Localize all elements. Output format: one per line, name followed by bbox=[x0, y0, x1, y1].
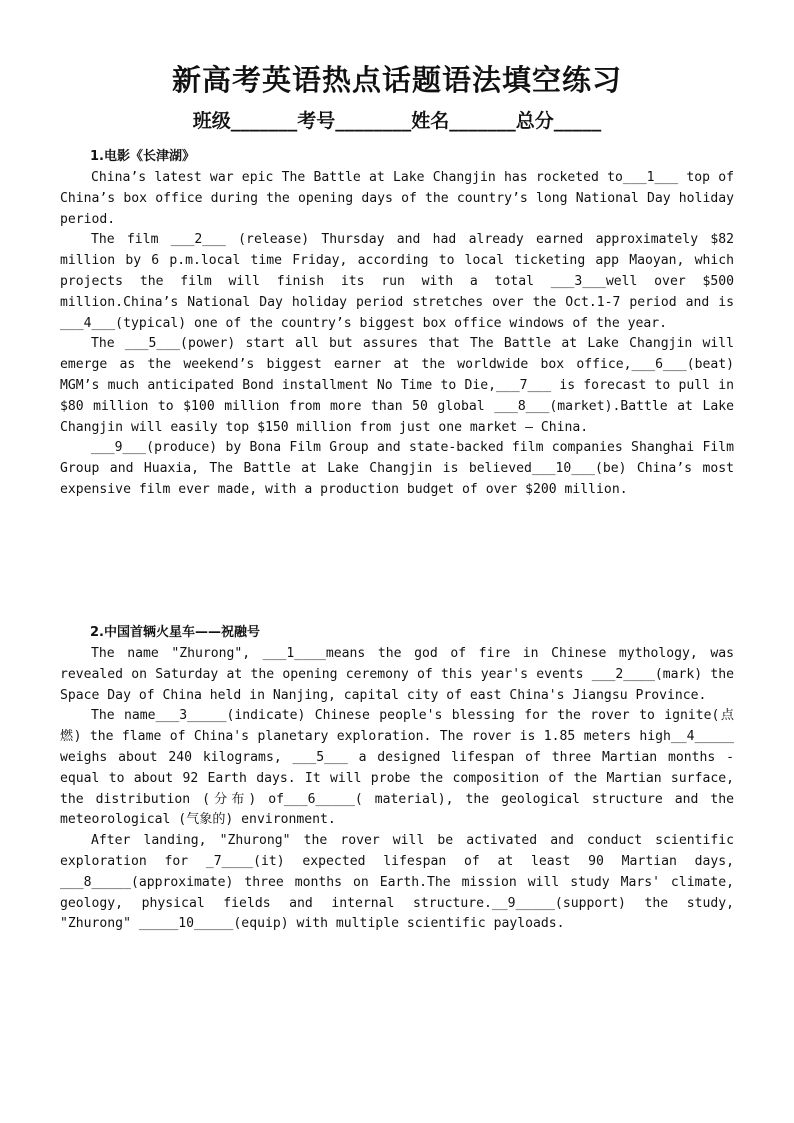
section-2 bbox=[60, 624, 734, 935]
paragraph: ___9___(produce) by Bona Film Group and state-backed film companies Shanghai Film Group and Huaxia, The Battle at Lake Changjin is believed___10___(be) China’s most expensive film ever made, with a production budget of over $200 million. bbox=[60, 440, 734, 497]
section-heading: 2.中国首辆火星车——祝融号 bbox=[90, 625, 260, 640]
page-title: 新高考英语热点话题语法填空练习 bbox=[171, 63, 622, 97]
paragraph: The name___3_____(indicate) Chinese people's blessing for the rover to ignite(点燃) the flame of China's planetary exploration. The rover is 1.85 meters high__4_____ weighs about 240 kilograms, ___5___ a designed lifespan of three Martian months - equal to about 92 Earth days. It will probe the composition of the Martian surface, the distribution (分布) of___6_____( material), the geological structure and the meteorological (气象的) environment. bbox=[60, 708, 734, 828]
paragraph: The name "Zhurong", ___1____means the god of fire in Chinese mythology, was revealed on Saturday at the opening ceremony of this year's events ___2____(mark) the Space Day of China held in Nanjing, capital city of east China's Jiangsu Province. bbox=[60, 646, 734, 703]
paragraph: The ___5___(power) start all but assures that The Battle at Lake Changjin will emerge as the weekend’s biggest earner at the worldwide box office,___6___(beat) MGM’s much anticipated Bond installment No Time to Die,___7___ is forecast to pull in $80 million to $100 million from more than 50 global ___8___(market).Battle at Lake Changjin will easily top $150 million from just one market — China. bbox=[60, 336, 734, 435]
worksheet-page bbox=[60, 58, 734, 932]
paragraph: The film ___2___ (release) Thursday and had already earned approximately $82 million by 6 p.m.local time Friday, according to local ticketing app Maoyan, which projects the film will finish its run with a total ___3___well over $500 million.China’s National Day holiday period stretches over the Oct.1-7 period and is ___4___(typical) one of the country’s biggest box office windows of the year. bbox=[60, 232, 734, 331]
paragraph: China’s latest war epic The Battle at Lake Changjin has rocketed to___1___ top of China’s box office during the opening days of the country’s long National Day holiday period. bbox=[60, 170, 734, 227]
student-info-line: 班级_______考号________姓名_______总分_____ bbox=[192, 110, 602, 132]
section-heading: 1.电影《长津湖》 bbox=[90, 149, 195, 164]
paragraph: After landing, "Zhurong" the rover will be activated and conduct scientific exploration for _7____(it) expected lifespan of at least 90 Martian days, ___8_____(approximate) three months on Earth.The mission will study Mars' climate, geology, physical fields and internal structure.__9_____(support) the study, "Zhurong" _____10_____(equip) with multiple scientific payloads. bbox=[60, 833, 734, 932]
section-1 bbox=[60, 148, 734, 501]
